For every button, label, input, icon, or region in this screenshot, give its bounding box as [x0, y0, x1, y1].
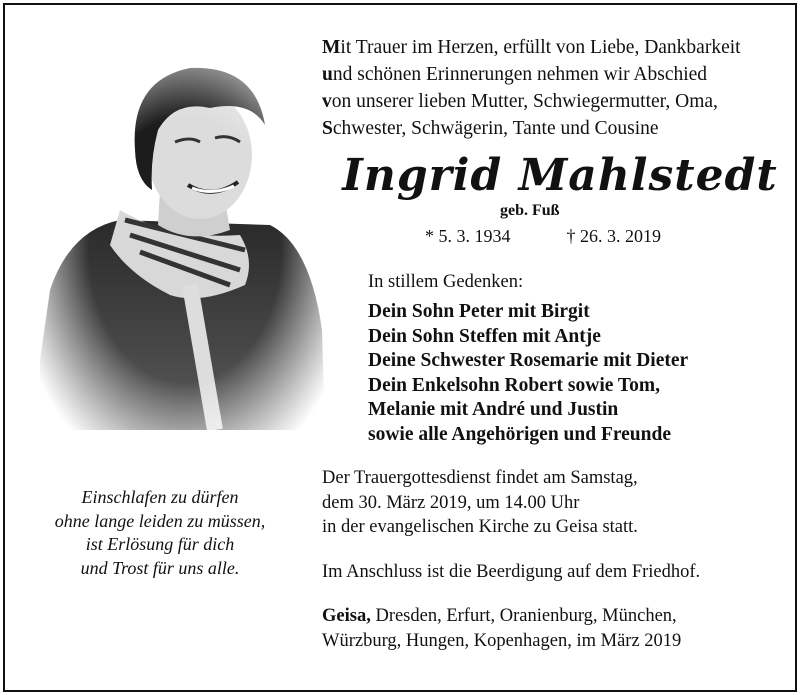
birth-date: * 5. 3. 1934 [425, 226, 511, 246]
places-line-2: Würzburg, Hungen, Kopenhagen, im März 2019 [322, 630, 682, 651]
places-line-1: Geisa, Dresden, Erfurt, Oranienburg, München, [322, 606, 677, 626]
burial-info: Im Anschluss ist die Beerdigung auf dem Friedhof. [322, 562, 701, 582]
mourner-line: sowie alle Angehörigen und Freunde [368, 423, 672, 445]
places-line [322, 604, 681, 653]
intro-line: Schwester, Schwägerin, Tante und Cousine [322, 118, 659, 139]
verse-line: und Trost für uns alle. [80, 557, 240, 578]
mourners-heading: In stillem Gedenken: [368, 272, 524, 292]
verse-line: Einschlafen zu dürfen [81, 487, 239, 507]
intro-line: von unserer lieben Mutter, Schwiegermutter, Oma, [322, 91, 718, 112]
death-date: † 26. 3. 2019 [566, 226, 661, 246]
mourner-line: Dein Enkelsohn Robert sowie Tom, [368, 374, 661, 396]
verse-line: ohne lange leiden zu müssen, [54, 510, 266, 531]
memorial-verse [20, 486, 300, 580]
service-info [322, 466, 638, 540]
intro-line: Mit Trauer im Herzen, erfüllt von Liebe, Dankbarkeit [322, 37, 741, 58]
portrait-photo [40, 30, 330, 430]
mourner-line: Dein Sohn Steffen mit Antje [368, 325, 601, 347]
intro-line: und schönen Erinnerungen nehmen wir Abschied [322, 64, 708, 85]
mourner-line: Dein Sohn Peter mit Birgit [368, 301, 590, 322]
service-line: Der Trauergottesdienst findet am Samstag, [322, 468, 638, 488]
mourners-list [368, 300, 688, 447]
maiden-name: geb. Fuß [500, 202, 560, 219]
intro-text [322, 34, 782, 142]
life-dates [425, 226, 661, 247]
service-line: dem 30. März 2019, um 14.00 Uhr [322, 492, 580, 513]
mourner-line: Melanie mit André und Justin [368, 399, 619, 420]
deceased-name: Ingrid Mahlstedt [342, 150, 778, 201]
mourner-line: Deine Schwester Rosemarie mit Dieter [368, 350, 689, 371]
verse-line: ist Erlösung für dich [85, 534, 235, 554]
service-line: in der evangelischen Kirche zu Geisa statt. [322, 517, 638, 537]
